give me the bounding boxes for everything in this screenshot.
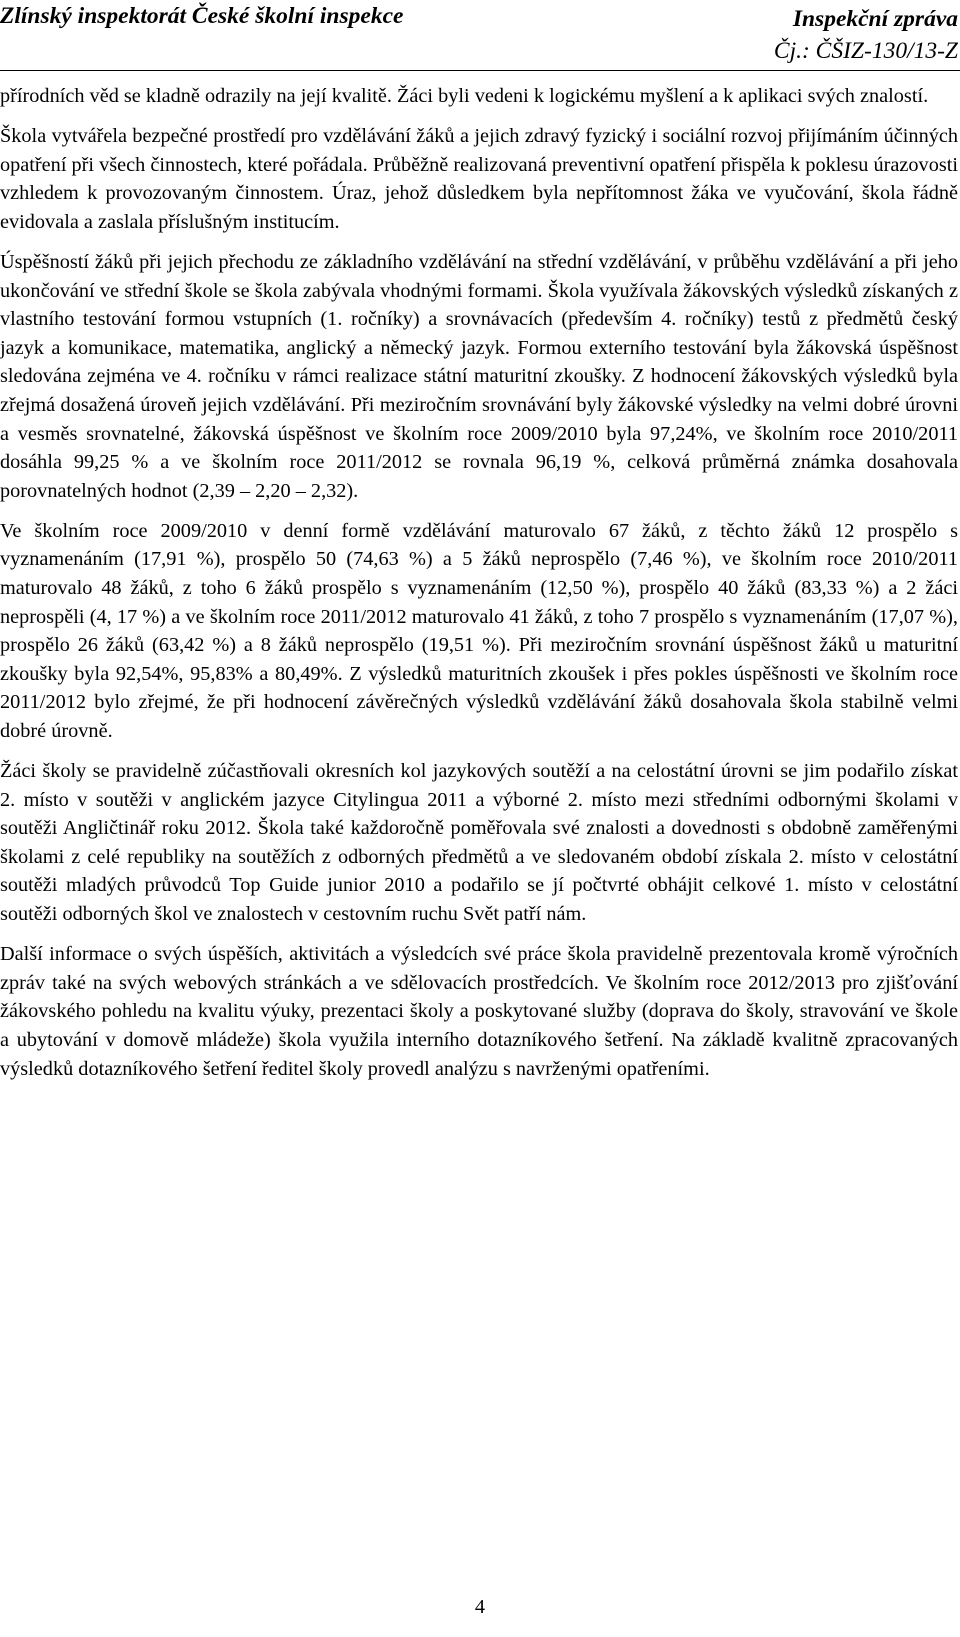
paragraph-graduation: Ve školním roce 2009/2010 v denní formě vzdělávání maturovalo 67 žáků, z těchto žáků 12 prospělo s vyznamenáním (17,91 %), prospělo 50 (74,63 %) a 5 žáků neprospělo (7,46 %), ve školním roce 2010/2011 maturovalo 48 žáků, z toho 6 žáků prospělo s vyznamenáním (12,50 %), prospělo 40 žáků (83,33 %) a 2 žáci neprospěli (4, 17 %) a ve školním roce 2011/2012 maturovalo 41 žáků, z toho 7 prospělo s vyznamenáním (17,07 %), prospělo 26 žáků (63,42 %) a 8 žáků neprospělo (19,51 %). Při meziročním srovnání úspěšnost žáků u maturitní zkoušky byla 92,54%, 95,83% a 80,49%. Z výsledků maturitních zkoušek i přes pokles úspěšnosti ve školním roce 2011/2012 bylo zřejmé, že při hodnocení závěrečných výsledků vzdělávání žáků dosahovala škola stabilně velmi dobré úrovně. — [0, 519, 958, 742]
paragraph-success: Úspěšností žáků při jejich přechodu ze základního vzdělávání na střední vzdělávání, v průběhu vzdělávání a při jeho ukončování ve střední škole se škola zabývala vhodnými formami. Škola využívala žákovských výsledků získaných z vlastního testování formou vstupních (1. ročníky) a srovnávacích (především 4. ročníky) testů z předmětů český jazyk a komunikace, matematika, anglický a německý jazyk. Formou externího testování byla žákovská úspěšnost sledována zejména ve 4. ročníku v rámci realizace státní maturitní zkoušky. Z hodnocení žákovských výsledků byla zřejmá dosažená úroveň jejich vzdělávání. Při meziročním srovnávání byly žákovské výsledky na velmi dobré úrovni a vesměs srovnatelné, žákovská úspěšnost ve školním roce 2009/2010 byla 97,24%, ve školním roce 2010/2011 dosáhla 99,25 % a ve školním roce 2011/2012 se rovnala 96,19 %, celková průměrná známka dosahovala porovnatelných hodnot (2,39 – 2,20 – 2,32). — [0, 250, 958, 502]
document-body — [0, 82, 958, 1083]
page-number: 4 — [474, 1596, 486, 1618]
inspectorate-title: Zlínský inspektorát České školní inspekce — [0, 3, 404, 29]
page-header — [0, 0, 960, 70]
report-title: Inspekční zpráva — [792, 6, 958, 32]
paragraph-presentation: Další informace o svých úspěších, aktivitách a výsledcích své práce škola pravidelně prezentovala kromě výročních zpráv také na svých webových stránkách a ve sdělovacích prostředcích. Ve školním roce 2012/2013 pro zjišťování žákovského pohledu na kvalitu výuky, prezentaci školy a poskytované služby (doprava do školy, stravování ve škole a ubytování v domově mládeže) škola využila interního dotazníkového šetření. Na základě kvalitně zpracovaných výsledků dotazníkového šetření ředitel školy provedl analýzu s navrženými opatřeními. — [0, 943, 958, 1080]
paragraph-continuation: přírodních věd se kladně odrazily na její kvalitě. Žáci byli vedeni k logickému myšlení a k aplikaci svých znalostí. — [0, 85, 929, 107]
paragraph-competitions: Žáci školy se pravidelně zúčastňovali okresních kol jazykových soutěží a na celostátní úrovni se jim podařilo získat 2. místo v soutěži v anglickém jazyce Citylingua 2011 a výborné 2. místo mezi středními odbornými školami v soutěži Angličtinář roku 2012. Škola také každoročně poměřovala své znalosti a dovednosti s obdobně zaměřenými školami z celé republiky na soutěžích z odborných předmětů a ve sledovaném období získala 2. místo v celostátní soutěži mladých průvodců Top Guide junior 2010 a podařilo se jí počtvrté obhájit celkové 1. místo v celostátní soutěži odborných škol ve znalostech v cestovním ruchu Svět patří nám. — [0, 760, 958, 926]
report-heading — [774, 3, 958, 67]
reference-number: Čj.: ČŠIZ-130/13-Z — [773, 38, 958, 64]
paragraph-safety: Škola vytvářela bezpečné prostředí pro vzdělávání žáků a jejich zdravý fyzický i sociální rozvoj přijímáním účinných opatření při všech činnostech, které pořádala. Průběžně realizovaná preventivní opatření přispěla k poklesu úrazovosti vzhledem k provozovaným činnostem. Úraz, jehož důsledkem byla nepřítomnost žáka ve vyučování, škola řádně evidovala a zaslala příslušným institucím. — [0, 125, 958, 233]
header-divider — [0, 70, 960, 71]
